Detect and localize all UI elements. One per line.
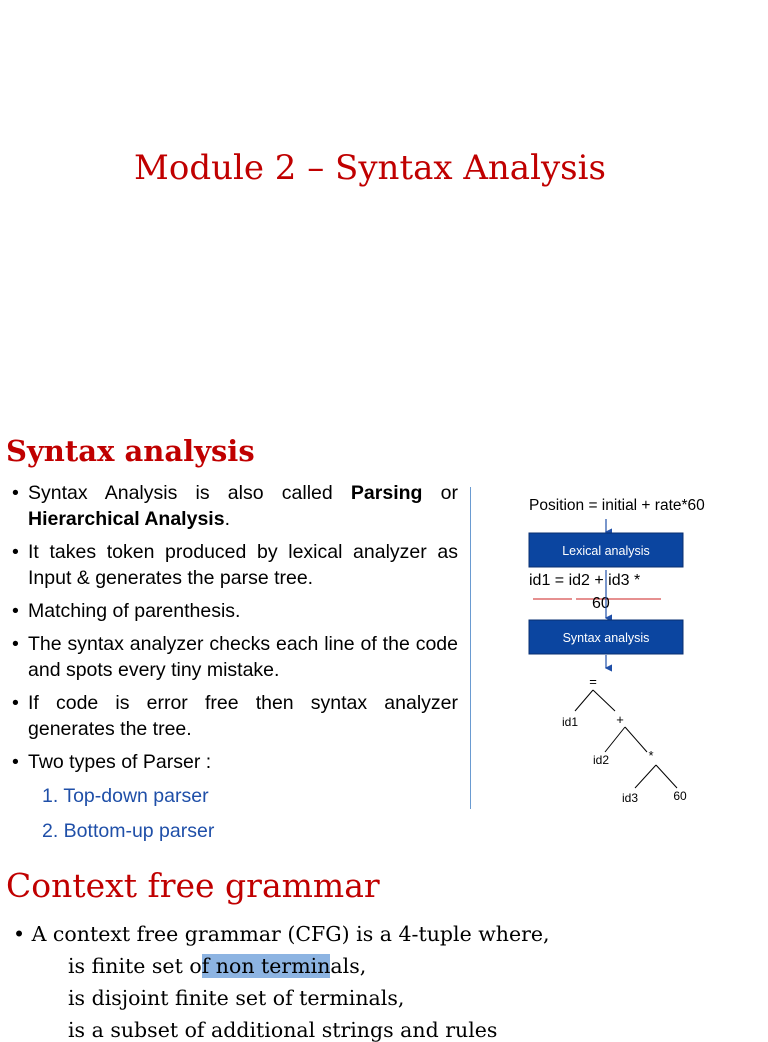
- bullet-error-free: • If code is error free then syntax analyzer generates the tree.: [12, 690, 458, 742]
- cfg-text: is finite set o: [68, 954, 202, 978]
- bullet-parenthesis: • Matching of parenthesis.: [12, 598, 458, 624]
- selection-highlight[interactable]: f non termin: [201, 954, 331, 978]
- tree-edge: [605, 727, 625, 752]
- tree-edge: [635, 765, 656, 788]
- syntax-analysis-label: Syntax analysis: [562, 631, 650, 645]
- syntax-bullet-list: [12, 480, 458, 853]
- bullet-token: • It takes token produced by lexical analyzer as Input & generates the parse tree.: [12, 539, 458, 591]
- syntax-analysis-heading: Syntax analysis: [6, 434, 255, 468]
- bold-term-hierarchical: Hierarchical Analysis: [28, 508, 225, 530]
- tree-node-60: 60: [673, 789, 687, 803]
- cfg-line-nonterminals: [68, 954, 366, 978]
- tree-node-plus: +: [616, 712, 624, 727]
- tree-node-id1: id1: [561, 715, 579, 729]
- tree-edge: [593, 690, 615, 711]
- parser-top-down: 1. Top-down parser: [42, 785, 209, 807]
- tree-node-id2: id2: [592, 753, 610, 767]
- compiler-phase-diagram: [520, 490, 760, 820]
- bullet-parsing: [12, 480, 458, 532]
- tree-node-star: *: [648, 748, 654, 763]
- lexical-analysis-label: Lexical analysis: [562, 544, 650, 558]
- tree-node-id3: id3: [621, 791, 639, 805]
- bullet-text: or: [422, 482, 458, 504]
- parser-bottom-up: 2. Bottom-up parser: [42, 820, 215, 842]
- tree-node-equals: =: [589, 674, 597, 689]
- column-divider: [470, 487, 471, 809]
- cfg-heading: Context free grammar: [6, 866, 380, 905]
- bullet-text: .: [224, 508, 230, 530]
- bold-term-parsing: Parsing: [350, 482, 423, 504]
- tree-edge: [656, 765, 677, 788]
- cfg-line-rules: is a subset of additional strings and rules: [68, 1018, 498, 1042]
- module-title: Module 2 – Syntax Analysis: [134, 148, 606, 188]
- input-expression: Position = initial + rate*60: [529, 497, 705, 514]
- token-stream: id1 = id2 + id3 *: [529, 572, 641, 589]
- bullet-text: Syntax Analysis is also called: [28, 482, 351, 504]
- cfg-intro-text: A context free grammar (CFG) is a 4-tuple where,: [31, 922, 550, 946]
- token-stream-continued: 60: [592, 595, 610, 612]
- cfg-text: als,: [330, 954, 367, 978]
- bullet-parser-types: • Two types of Parser :: [12, 749, 458, 775]
- tree-edge: [575, 690, 593, 711]
- bullet-checks: • The syntax analyzer checks each line of the code and spots every tiny mistake.: [12, 631, 458, 683]
- cfg-line-terminals: is disjoint finite set of terminals,: [68, 986, 405, 1010]
- tree-edge: [625, 727, 647, 752]
- cfg-intro: • A context free grammar (CFG) is a 4-tuple where,: [13, 922, 550, 946]
